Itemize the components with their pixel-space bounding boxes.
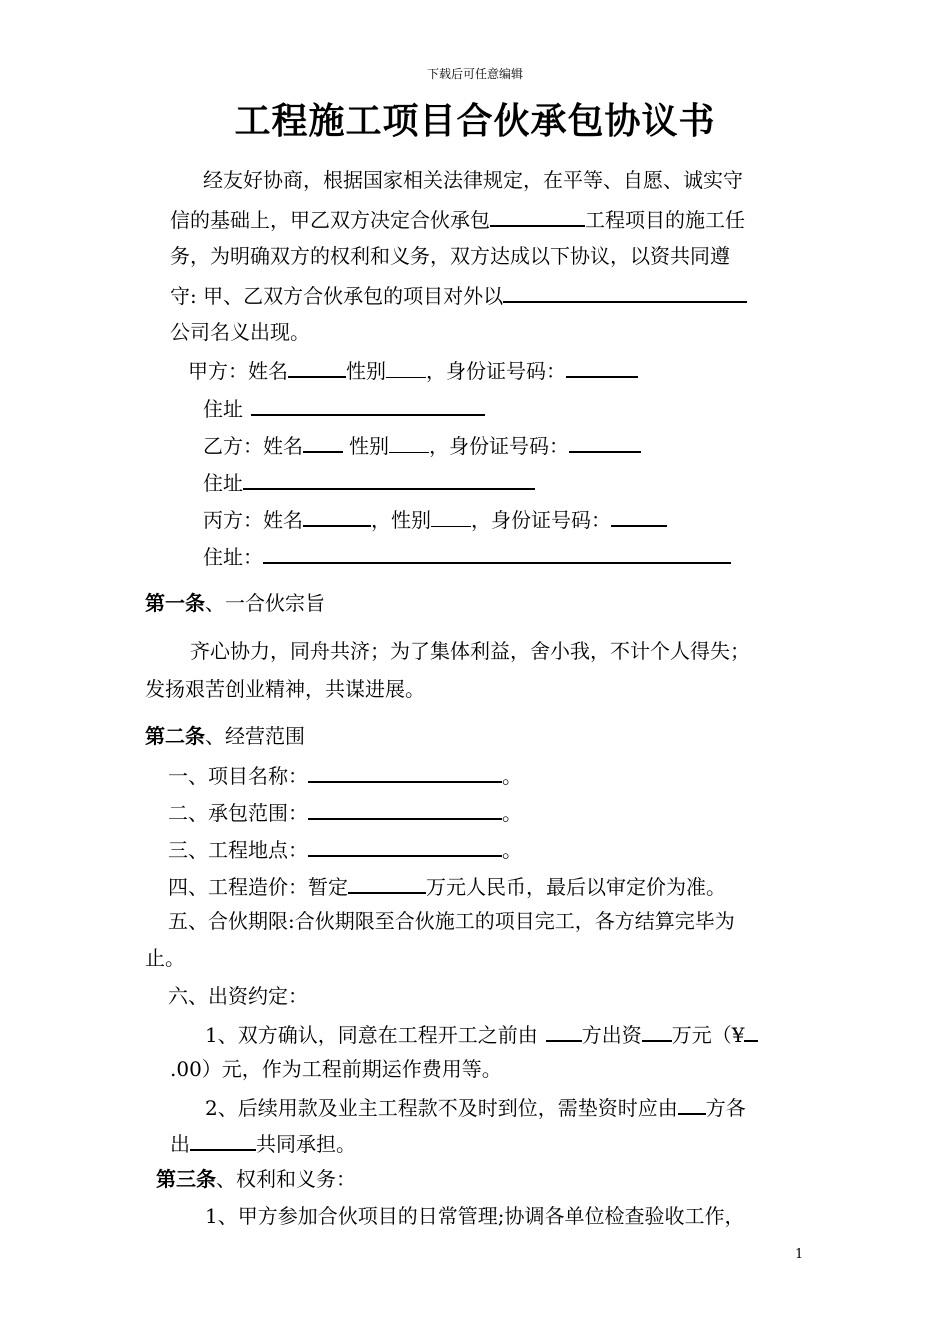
party-jia-gender-label: 性别 [346,359,386,383]
article-2-item-5: 五、合伙期限:合伙期限至合伙施工的项目完工，各方结算完毕为 [168,909,735,933]
article-2-item-1 [168,761,522,789]
page-number: 1 [795,1247,804,1262]
party-yi-id-blank[interactable] [569,431,641,453]
party-jia-name-label: 甲方：姓名 [188,359,288,383]
company-name-blank[interactable] [503,281,747,303]
party-jia-address [203,394,485,422]
party-bing-address-label: 住址： [203,545,263,569]
item-1-label: 一、项目名称： [168,764,308,788]
article-2-sub-1 [205,1020,758,1048]
item-3-label: 三、工程地点： [168,838,308,862]
article-3-heading [156,1166,356,1192]
party-bing-id-blank[interactable] [611,505,667,527]
article-2-title: 、经营范围 [205,724,305,748]
article-1-heading [145,590,325,616]
investment-amount-blank[interactable] [642,1020,672,1042]
party-yi-address-blank[interactable] [243,468,535,490]
article-3-number: 第三条 [156,1167,216,1191]
article-2-item-6: 六、出资约定： [168,984,308,1008]
article-1-title: 、一合伙宗旨 [205,591,325,615]
party-jia-id-blank[interactable] [566,356,638,378]
party-yi-name-blank[interactable] [303,431,343,453]
article-2-item-3 [168,835,522,863]
party-jia-gender-blank[interactable] [386,357,426,378]
party-jia-name-blank[interactable] [288,356,346,378]
article-3-item-1: 1、甲方参加合伙项目的日常管理;协调各单位检查验收工作， [205,1204,745,1228]
sub-2-end-text: 共同承担。 [256,1132,356,1156]
sub-2-out-text: 出 [170,1132,190,1156]
share-ratio-blank[interactable] [190,1129,256,1151]
article-2-sub-2 [205,1093,746,1121]
party-jia-address-blank[interactable] [251,394,485,416]
intro-line-2-end: 工程项目的施工任 [585,208,745,232]
item-1-period: 。 [502,764,522,788]
project-name-field-blank[interactable] [308,761,502,783]
intro-line-4 [170,281,747,309]
party-jia-address-label: 住址 [203,397,243,421]
party-bing [203,505,667,533]
article-1-body-1: 齐心协力，同舟共济；为了集体利益，舍小我，不计个人得失； [190,639,750,663]
item-4-rest: 万元人民币，最后以审定价为准。 [426,875,726,899]
article-2-heading [145,723,305,749]
article-3-title: 、权利和义务： [216,1167,356,1191]
party-yi-gender-blank[interactable] [389,432,429,453]
intro-line-2 [170,205,745,233]
party-yi-name-label: 乙方：姓名 [203,434,303,458]
project-cost-blank[interactable] [348,872,426,894]
investor-party-blank[interactable] [546,1020,582,1042]
intro-line-2-start: 信的基础上，甲乙双方决定合伙承包 [170,208,490,232]
item-4-label: 四、工程造价：暂定 [168,875,348,899]
party-yi [203,431,641,459]
party-jia [188,356,638,384]
sub-2-text: 2、后续用款及业主工程款不及时到位，需垫资时应由 [205,1096,678,1120]
party-bing-name-label: 丙方：姓名 [203,508,303,532]
sub-1-text: 1、双方确认，同意在工程开工之前由 [205,1023,538,1047]
intro-line-3: 务，为明确双方的权利和义务，双方达成以下协议，以资共同遵 [170,244,730,268]
intro-line-4-text: 守: 甲、乙双方合伙承包的项目对外以 [170,284,504,308]
project-name-blank[interactable] [490,205,585,227]
header-note: 下载后可任意编辑 [426,67,523,81]
item-3-period: 。 [502,838,522,862]
party-bing-address-blank[interactable] [263,542,731,564]
article-1-number: 第一条 [145,591,205,615]
party-bing-gender-blank[interactable] [431,506,471,527]
party-jia-id-label: ，身份证号码： [426,359,566,383]
advance-party-blank[interactable] [678,1093,706,1115]
intro-line-5: 公司名义出现。 [170,320,310,344]
yuan-amount-blank[interactable] [744,1020,758,1042]
party-yi-id-label: ，身份证号码： [429,434,569,458]
party-yi-address-label: 住址 [203,471,243,495]
article-2-number: 第二条 [145,724,205,748]
article-2-item-4 [168,872,726,900]
sub-2-party-text: 方各 [705,1096,746,1120]
article-2-item-5-cont: 止。 [145,946,185,970]
intro-line-1: 经友好协商，根据国家相关法律规定，在平等、自愿、诚实守 [203,168,743,192]
party-yi-address [203,468,535,496]
sub-1-investor-text: 方出资 [581,1023,642,1047]
article-1-body-2: 发扬艰苦创业精神，共谋进展。 [145,677,425,701]
party-yi-gender-label: 性别 [349,434,389,458]
contract-scope-blank[interactable] [308,798,502,820]
article-2-item-2 [168,798,522,826]
party-bing-address [203,542,731,570]
document-title: 工程施工项目合伙承包协议书 [234,100,716,142]
article-2-sub-2-cont [170,1129,356,1157]
party-bing-gender-label: ，性别 [371,508,431,532]
party-bing-id-label: ，身份证号码： [471,508,611,532]
item-2-period: 。 [502,801,522,825]
item-2-label: 二、承包范围： [168,801,308,825]
project-location-blank[interactable] [308,835,502,857]
article-2-sub-1-cont: .00）元，作为工程前期运作费用等。 [170,1057,502,1081]
sub-1-amount-text: 万元（¥ [671,1023,745,1047]
party-bing-name-blank[interactable] [303,505,371,527]
